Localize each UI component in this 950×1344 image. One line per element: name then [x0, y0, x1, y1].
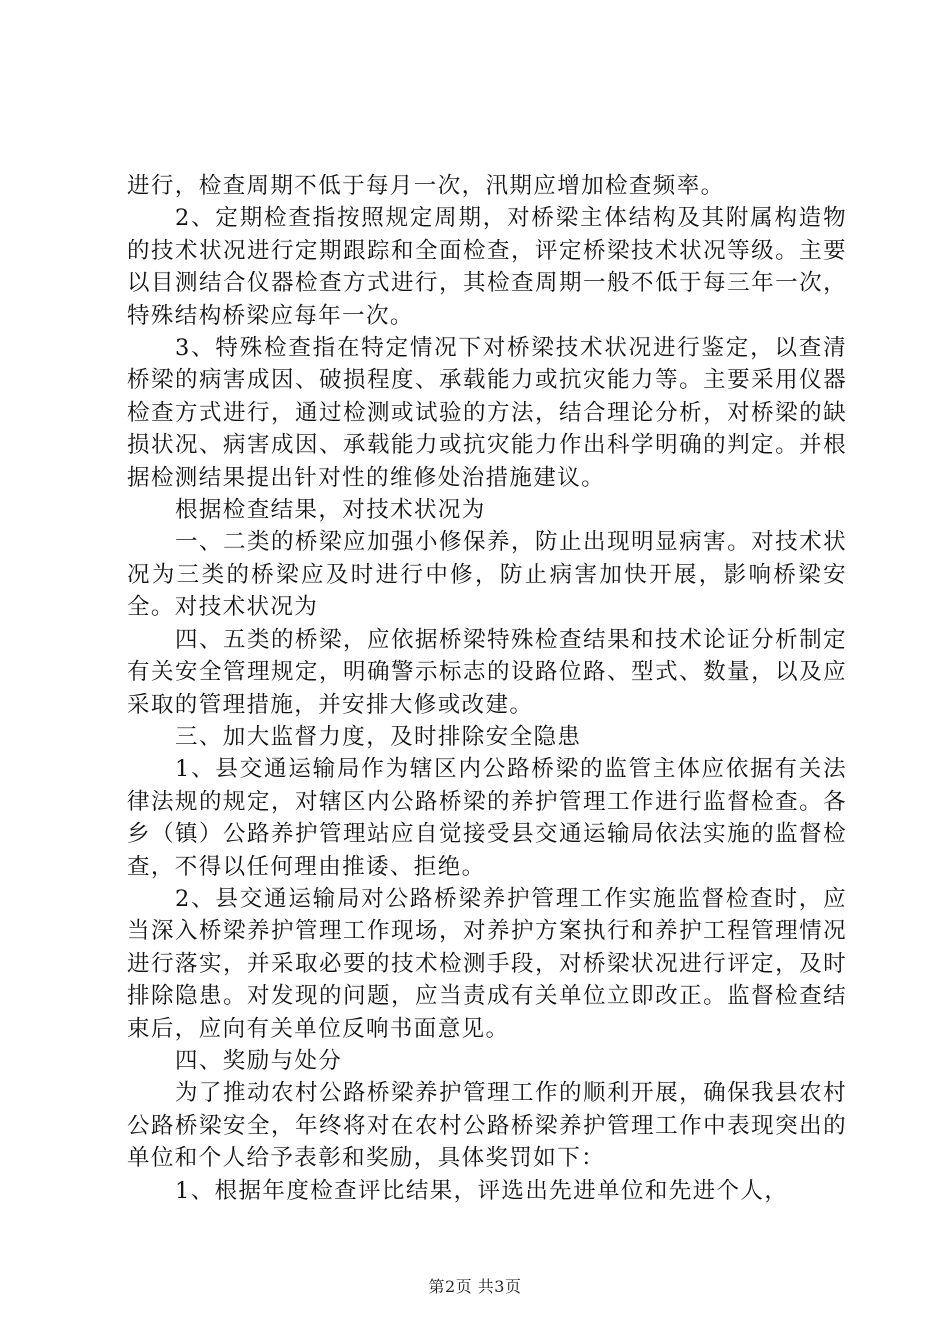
paragraph-rewards-intro: 为了推动农村公路桥梁养护管理工作的顺利开展，确保我县农村公路桥梁安全，年终将对在农村公路桥梁养护管理工作中表现突出的单位和个人给予表彰和奖励，具体奖罚如下： — [127, 1080, 847, 1172]
paragraph-special-inspection: 3、特殊检查指在特定情况下对桥梁技术状况进行鉴定，以查清桥梁的病害成因、破损程度、承载能力或抗灾能力等。主要采用仪器检查方式进行，通过检测或试验的方法，结合理论分析，对桥梁的缺损状况、病害成因、承载能力或抗灾能力作出科学明确的判定。并根据检测结果提出针对性的维修处治措施建议。 — [127, 335, 847, 491]
paragraph-continuation: 进行，检查周期不低于每月一次，汛期应增加检查频率。 — [127, 173, 725, 199]
paragraph-class-one-two: 一、二类的桥梁应加强小修保养，防止出现明显病害。对技术状况为三类的桥梁应及时进行中修，防止病害加快开展，影响桥梁安全。对技术状况为 — [127, 529, 847, 621]
document-body — [127, 170, 847, 1207]
paragraph-periodic-inspection: 2、定期检查指按照规定周期，对桥梁主体结构及其附属构造物的技术状况进行定期跟踪和全面检查，评定桥梁技术状况等级。主要以目测结合仪器检查方式进行，其检查周期一般不低于每三年一次，特殊结构桥梁应每年一次。 — [127, 205, 847, 329]
section-heading-supervision: 三、加大监督力度，及时排除安全隐患 — [175, 723, 582, 750]
page-number: 第2页 共3页 — [428, 1277, 522, 1296]
paragraph-supervision-subject: 1、县交通运输局作为辖区内公路桥梁的监管主体应依据有关法律法规的规定，对辖区内公路桥梁的养护管理工作进行监督检查。各乡（镇）公路养护管理站应自觉接受县交通运输局依法实施的监督检查，不得以任何理由推诿、拒绝。 — [127, 756, 847, 880]
paragraph-rewards-item-1: 1、根据年度检查评比结果，评选出先进单位和先进个人， — [175, 1177, 789, 1204]
section-heading-rewards: 四、奖励与处分 — [175, 1047, 343, 1074]
paragraph-supervision-process: 2、县交通运输局对公路桥梁养护管理工作实施监督检查时，应当深入桥梁养护管理工作现场，对养护方案执行和养护工程管理情况进行落实，并采取必要的技术检测手段，对桥梁状况进行评定，及时排除隐患。对发现的问题，应当责成有关单位立即改正。监督检查结束后，应向有关单位反响书面意见。 — [127, 885, 847, 1042]
paragraph-class-four-five: 四、五类的桥梁，应依据桥梁特殊检查结果和技术论证分析制定有关安全管理规定，明确警示标志的设路位路、型式、数量，以及应采取的管理措施，并安排大修或改建。 — [127, 626, 847, 718]
page-footer — [0, 1274, 950, 1297]
paragraph-inspection-results: 根据检查结果，对技术状况为 — [175, 497, 486, 524]
